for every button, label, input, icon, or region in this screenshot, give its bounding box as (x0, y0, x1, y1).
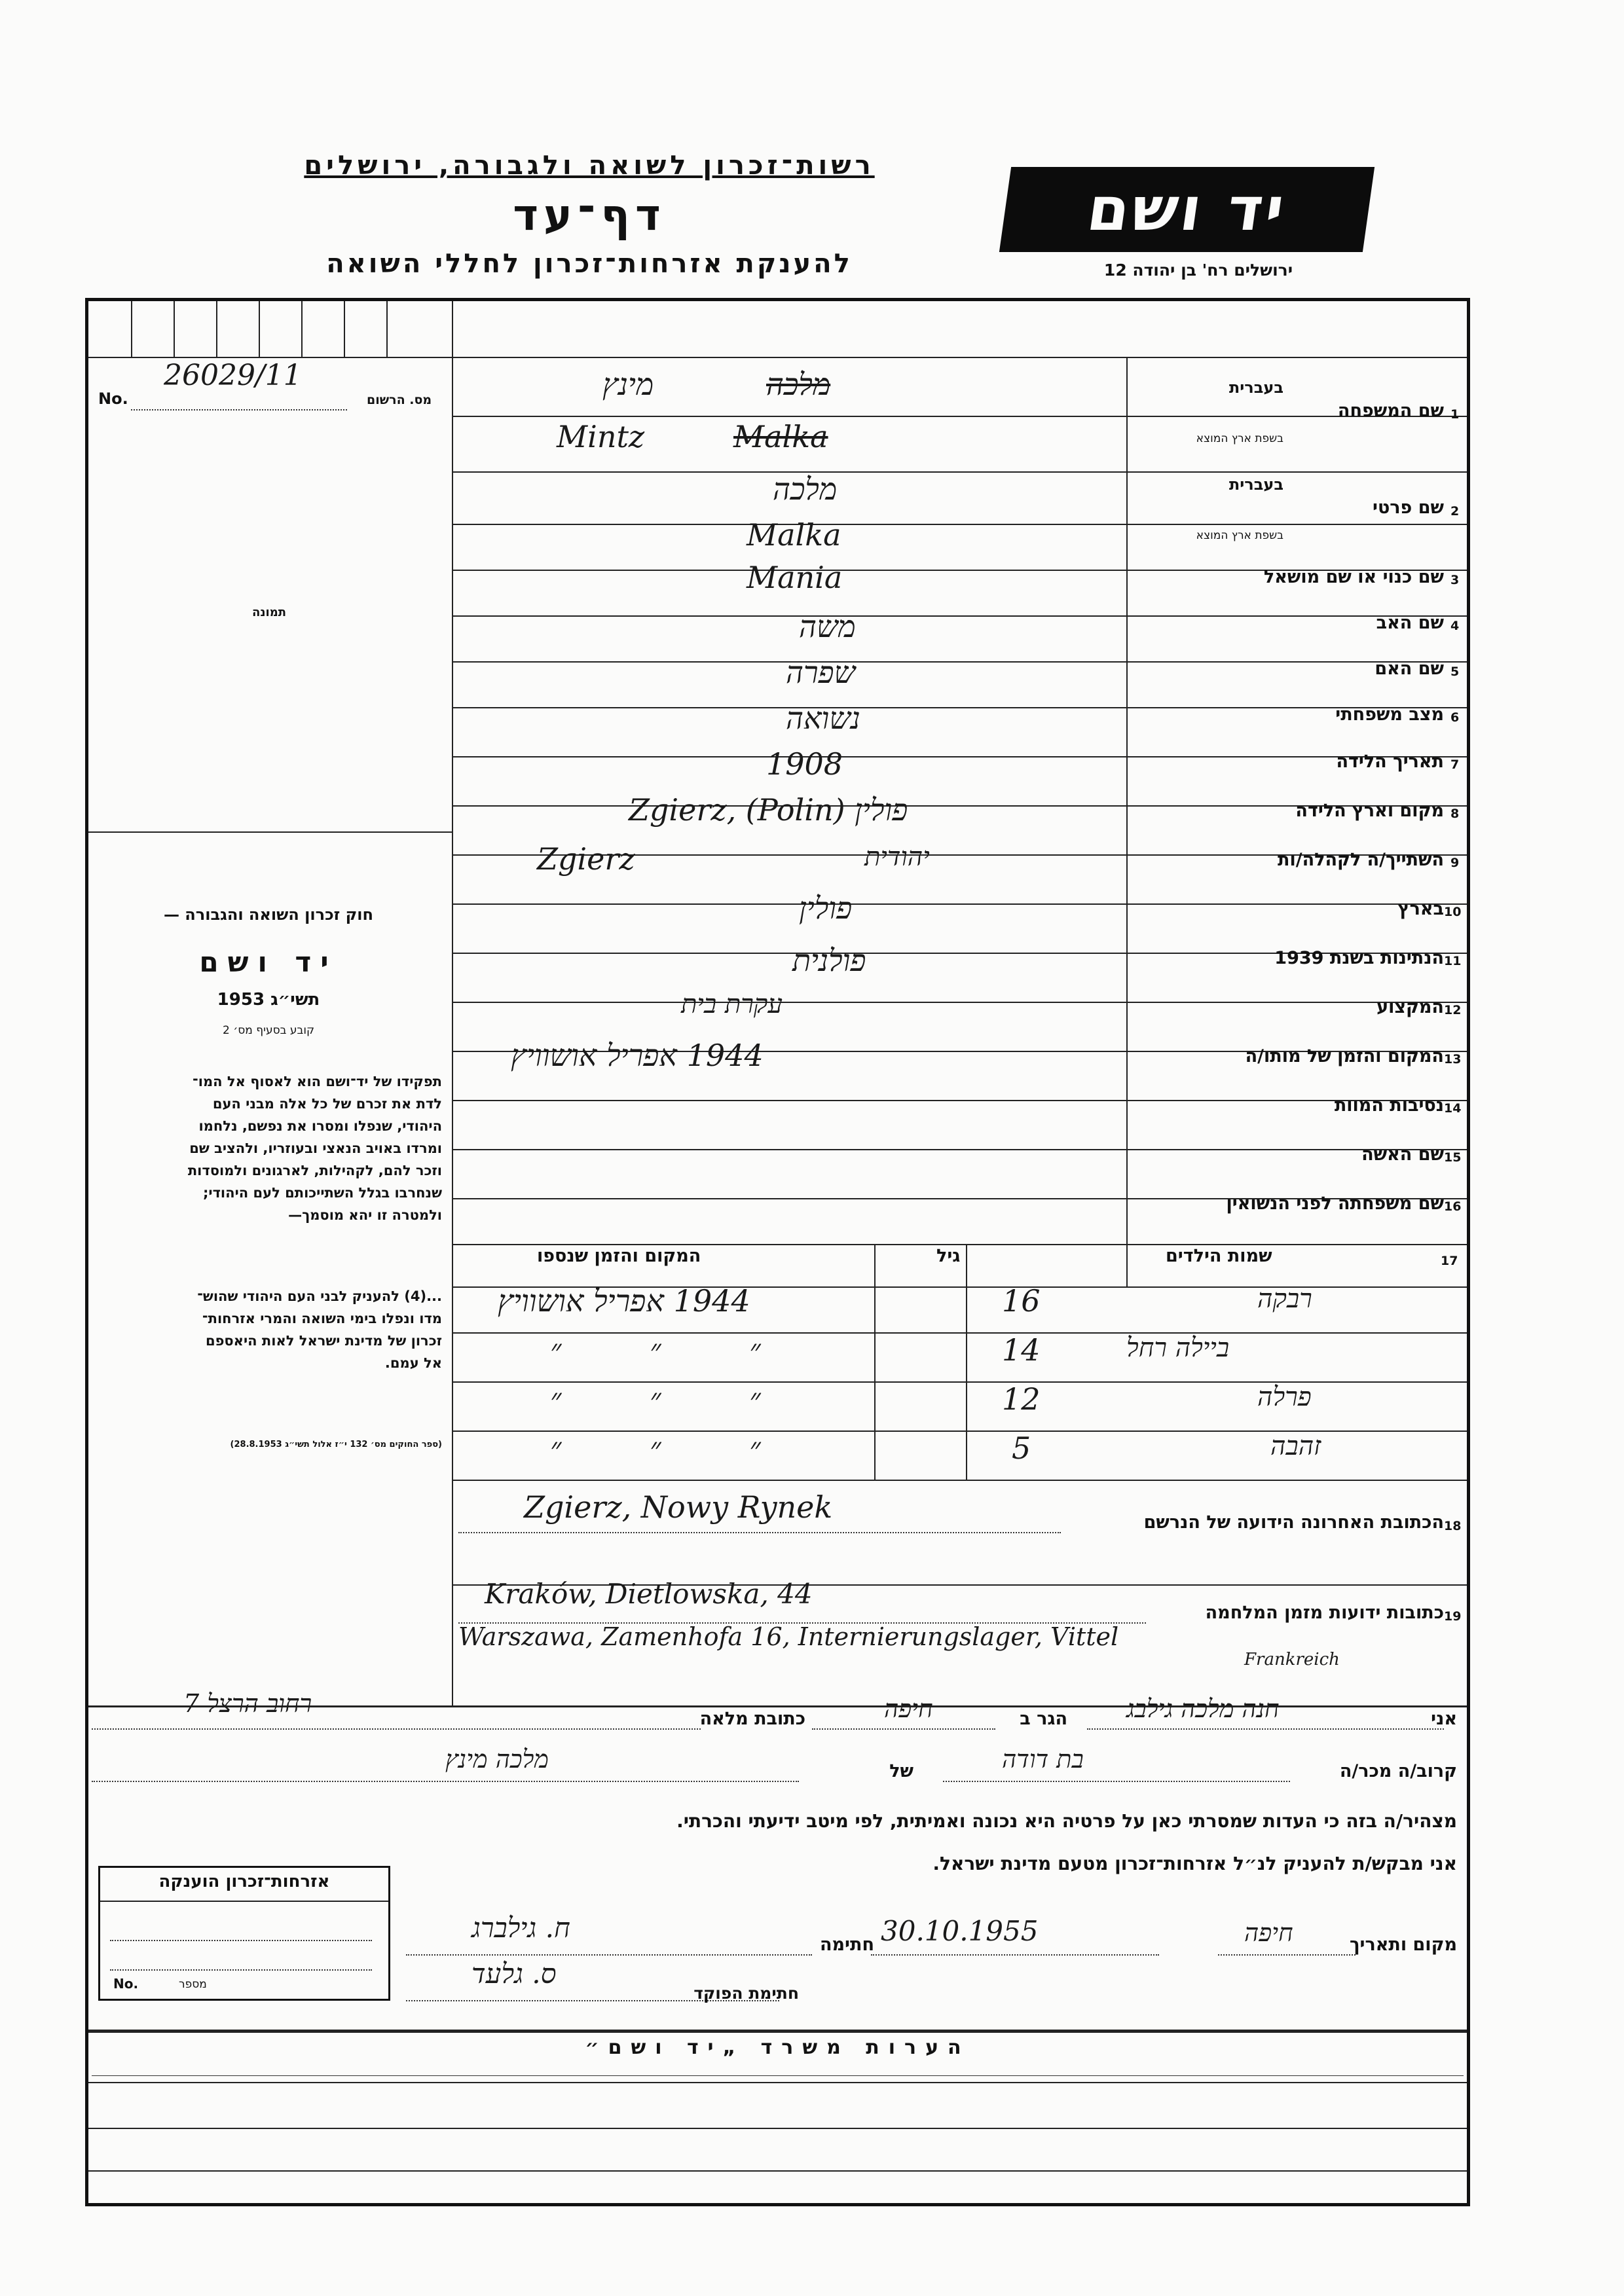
law-title: חוק זכרון השואה והגבורה — (163, 905, 374, 924)
declarant-resident-value: חיפה (884, 1694, 933, 1723)
field-11-num: 11 (1444, 954, 1462, 968)
children-names-header: שמות הילדים (1166, 1246, 1272, 1266)
registration-number: 26029/11 (164, 359, 302, 392)
office-remarks-title: הערות משרד „יד ושם״ (585, 2036, 970, 2059)
law-line: ולמטרה זו יהא מוסמך— (288, 1207, 442, 1223)
yad-vashem-logo (999, 167, 1375, 252)
field-6-label: מצב משפחתי (1335, 704, 1444, 725)
declarant-address-label: כתובת מלאה (699, 1709, 805, 1729)
declarant-relative-value: בת דודה (1002, 1745, 1084, 1774)
form-subtitle: להענקת אזרחות־זכרון לחללי השואה (326, 249, 853, 279)
field-15-label: שם האשה (1361, 1144, 1444, 1165)
child-4-place: ״ ״ ״ (550, 1430, 761, 1466)
law-line: אל עמם. (384, 1355, 442, 1371)
field-15-num: 15 (1444, 1150, 1462, 1165)
field-17-num: 17 (1441, 1254, 1458, 1268)
law-line: היהודי, שנפלו ומסרו את נפשם, נלחמו (198, 1118, 442, 1134)
declarant-of-label: של (889, 1761, 913, 1781)
law-name: יד ושם (199, 946, 338, 978)
declarant-resident-label: הגר ב (1020, 1709, 1067, 1729)
field-1-latin-struck: Malka (733, 419, 828, 454)
field-13-num: 13 (1444, 1052, 1462, 1066)
declarant-of-value: מלכה מינץ (445, 1745, 549, 1774)
field-1-hebrew-value: מינץ (602, 367, 654, 402)
field-5-num: 5 (1450, 665, 1460, 679)
child-2-name: ביילה רחל (1126, 1333, 1230, 1363)
law-line: וזכר להם, לקהילות, לארגונים ולמוסדות (187, 1163, 442, 1178)
child-3-place: ״ ״ ״ (550, 1381, 761, 1417)
field-3-label: שם כנוי או שם מושאל (1263, 567, 1444, 587)
grant-box-title: אזרחות־זכרון הוענקה (158, 1872, 330, 1891)
field-1-num: 1 (1450, 407, 1460, 422)
photo-label: תמונה (252, 606, 287, 619)
officer-signature-label: חתימת הפוקד (693, 1984, 799, 2003)
field-12-value: עקרת בית (681, 989, 783, 1019)
child-1-age: 16 (1002, 1283, 1041, 1319)
registration-prefix: No. (98, 390, 128, 408)
field-19-num: 19 (1444, 1609, 1462, 1624)
address: ירושלים רח' בן יהודה 12 (1103, 261, 1293, 280)
field-18-num: 18 (1444, 1519, 1462, 1533)
field-3-num: 3 (1450, 573, 1460, 587)
field-10-num: 10 (1444, 905, 1462, 919)
field-18-value: Zgierz, Nowy Rynek (524, 1489, 833, 1525)
field-14-label: נסיבות המוות (1334, 1095, 1444, 1116)
field-8-label: מקום וארץ הלידה (1295, 801, 1444, 821)
signature-value: ח. גילברג (471, 1912, 570, 1944)
field-7-label: תאריך הלידה (1336, 752, 1444, 772)
authority-title: רשות־זכרון לשואה ולגבורה, ירושלים (304, 151, 875, 181)
law-line: ...(4) להעניק לבני העם היהודי שהוש־ (197, 1288, 442, 1304)
declaration-text: מצהיר/ה בזה כי העדות שמסרתי כאן על פרטיה היא נכונה ואמיתית, לפי מיטב ידיעתי והכרתי. (676, 1810, 1457, 1832)
field-4-num: 4 (1450, 619, 1460, 633)
field-8-value: Zgierz, (Polin) פולין (629, 792, 908, 828)
child-3-name: פרלה (1257, 1382, 1312, 1412)
field-11-value: פולנית (792, 943, 866, 978)
place-value: חיפה (1244, 1918, 1293, 1947)
field-19-value3: Frankreich (1244, 1650, 1340, 1669)
law-line: לדת את זכרם של כל אלה מבני העם (212, 1096, 442, 1112)
law-clause: קובע בסעיף מס׳ 2 (222, 1024, 315, 1037)
field-9-value-latin: Zgierz (537, 841, 635, 877)
field-12-num: 12 (1444, 1003, 1462, 1017)
grant-box-no: No. (113, 1976, 139, 1992)
form-title: דף־עד (513, 190, 666, 240)
field-18-label: הכתובת האחרונה הידועה של הנרשם (1143, 1512, 1444, 1533)
field-5-label: שם האם (1375, 659, 1444, 679)
law-line: מדו ונפלו בימי השואה והמרי אזרחות־ (202, 1311, 442, 1326)
field-14-num: 14 (1444, 1101, 1462, 1116)
law-year: תשי״ג 1953 (217, 990, 320, 1010)
field-5-value: שפרה (786, 655, 856, 690)
field-9-value: יהודית (864, 842, 930, 872)
field-19-value2: Warszawa, Zamenhofa 16, Internierungslager, Vittel (458, 1622, 1119, 1651)
field-8-num: 8 (1450, 807, 1460, 821)
child-4-name: זהבה (1270, 1431, 1321, 1461)
field-7-num: 7 (1450, 757, 1460, 772)
field-7-value: 1908 (766, 746, 843, 782)
field-6-num: 6 (1450, 710, 1460, 725)
field-9-num: 9 (1450, 856, 1460, 870)
declarant-i-label: אני (1431, 1709, 1457, 1729)
field-3-value: Mania (747, 560, 843, 595)
field-2-num: 2 (1450, 504, 1460, 519)
field-1-label: שם המשפחה (1337, 401, 1444, 421)
field-4-value: משה (799, 609, 856, 644)
grant-box-num-label: מספר (179, 1978, 207, 1991)
field-10-label: בארץ (1397, 899, 1444, 919)
field-12-label: המקצוע (1376, 997, 1444, 1017)
child-1-name: רבקה (1257, 1284, 1312, 1314)
place-date-label: מקום ותאריך (1349, 1935, 1457, 1955)
law-line: תפקידו של יד־ושם הוא לאסוף אל המו־ (193, 1074, 442, 1089)
field-19-value: Kraków, Dietlowska, 44 (485, 1578, 813, 1610)
field-4-label: שם האב (1376, 613, 1444, 633)
officer-signature-value: ס. גלעד (471, 1958, 557, 1990)
field-16-num: 16 (1444, 1199, 1462, 1214)
child-2-age: 14 (1002, 1332, 1041, 1368)
declarant-name: חנה מלכה גילבג (1126, 1694, 1280, 1723)
law-line: זכרון של מדינת ישראל לאות היאספם (205, 1333, 442, 1349)
field-2-sub-hebrew: בעברית (1228, 475, 1283, 494)
field-13-value: 1944 אפריל אושוויץ (511, 1038, 764, 1073)
law-line: שנחרבו בגלל השתייכותם לעם היהודי; (203, 1185, 442, 1201)
logo-text: יד ושם (1082, 174, 1291, 244)
field-2-sub-origin: בשפת ארץ המוצא (1196, 529, 1283, 542)
declarant-relative-label: קרוב/ה מכר/ה (1339, 1761, 1457, 1781)
law-line: ומרדו באויב הנאצי ובעוזריו, ולהציב שם (189, 1140, 442, 1156)
field-19-label: כתובות ידועות מזמן המלחמה (1205, 1603, 1444, 1623)
field-1-latin-value: Mintz (557, 419, 645, 454)
field-1-sub-hebrew: בעברית (1228, 378, 1283, 397)
field-6-value: נשואה (786, 701, 860, 736)
field-11-label: הנתינות בשנת 1939 (1274, 948, 1444, 968)
law-source: (ספר החוקים מס׳ 132 י״ז אלול תשי״ג 28.8.1953) (230, 1440, 442, 1449)
field-16-label: שם משפחתה לפני הנשואין (1226, 1194, 1444, 1214)
field-10-value: פולין (799, 890, 853, 926)
field-13-label: המקום והזמן של מותו/ה (1245, 1046, 1444, 1066)
child-2-place: ״ ״ ״ (550, 1332, 761, 1368)
child-4-age: 5 (1012, 1430, 1031, 1466)
field-9-label: השתייך/ה לקהלה/ות (1278, 850, 1444, 870)
children-age-header: גיל (936, 1246, 961, 1266)
field-2-latin-value: Malka (747, 517, 841, 553)
child-3-age: 12 (1002, 1381, 1041, 1417)
field-1-struck-value: מלכה (766, 367, 831, 402)
date-value: 30.10.1955 (881, 1915, 1039, 1947)
declarant-address-value: רחוב הרצל 7 (183, 1689, 312, 1718)
child-1-place: 1944 אפריל אושוויץ (498, 1283, 750, 1319)
grant-box (98, 1866, 390, 2001)
request-text: אני מבקש/ת להעניק לנ״ל אזרחות־זכרון מטעם מדינת ישראל. (932, 1853, 1457, 1874)
field-2-label: שם פרטי (1373, 498, 1444, 518)
signature-label: חתימה (819, 1935, 874, 1955)
field-1-sub-origin: בשפת ארץ המוצא (1196, 432, 1283, 445)
field-2-hebrew-value: מלכה (773, 471, 838, 507)
children-place-header: המקום והזמן שנספו (537, 1246, 701, 1266)
registration-label: מס. הרשום (367, 393, 432, 407)
